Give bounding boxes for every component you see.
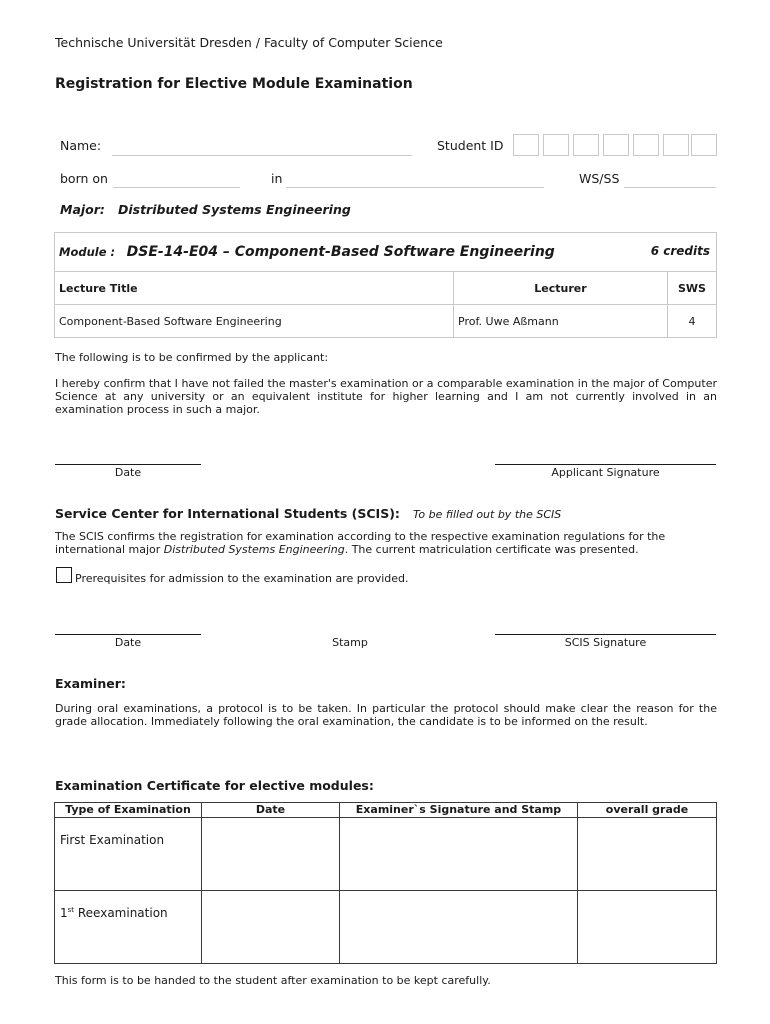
column-header: Lecture Title	[55, 272, 454, 305]
column-header: Examiner`s Signature and Stamp	[340, 803, 578, 818]
applicant-date-line[interactable]	[55, 464, 201, 465]
grade-cell[interactable]	[578, 891, 717, 964]
column-header: Type of Examination	[55, 803, 202, 818]
scis-note: To be filled out by the SCIS	[413, 508, 562, 521]
reexam-ordinal: st	[67, 906, 75, 914]
institution-header: Technische Universität Dresden / Faculty of Computer Science	[55, 35, 443, 50]
module-credits: 6 credits	[650, 244, 710, 258]
scis-signature-line[interactable]	[495, 634, 716, 635]
examiner-heading: Examiner:	[55, 676, 126, 691]
reexam-number: 1	[60, 906, 68, 920]
table-row	[55, 818, 717, 891]
scis-text	[55, 530, 717, 556]
major-value: Distributed Systems Engineering	[117, 202, 351, 217]
lecture-title-cell: Component-Based Software Engineering	[55, 305, 454, 338]
table-row	[55, 305, 717, 338]
table-header-row	[55, 272, 717, 305]
student-id-digit-box[interactable]	[543, 134, 569, 156]
certificate-table	[54, 802, 717, 964]
scis-heading: Service Center for International Students (SCIS):	[55, 506, 400, 521]
module-name: DSE-14-E04 – Component-Based Software Engineering	[126, 244, 555, 260]
exam-date-cell[interactable]	[202, 818, 340, 891]
prerequisites-checkbox[interactable]	[56, 567, 72, 583]
reexam-text: Reexamination	[74, 906, 168, 920]
student-id-digit-box[interactable]	[603, 134, 629, 156]
scis-heading-line	[55, 503, 561, 522]
scis-text-part: The SCIS confirms the registration for examination according to the respective examination regulations for the international major	[55, 530, 666, 556]
semester-label: WS/SS	[579, 171, 620, 186]
footer-note: This form is to be handed to the student after examination to be kept carefully.	[55, 974, 491, 987]
module-header-row	[55, 233, 717, 272]
student-id-digit-box[interactable]	[633, 134, 659, 156]
table-header-row	[55, 803, 717, 818]
applicant-date-label: Date	[114, 466, 142, 479]
scis-date-line[interactable]	[55, 634, 201, 635]
birthplace-label: in	[271, 171, 283, 186]
exam-type-cell	[55, 891, 202, 964]
sws-cell: 4	[668, 305, 717, 338]
module-table	[54, 232, 717, 338]
certificate-heading: Examination Certificate for elective modules:	[55, 778, 374, 793]
examiner-signature-cell[interactable]	[340, 818, 578, 891]
examiner-text: During oral examinations, a protocol is to be taken. In particular the protocol should make clear the reason for the grade allocation. Immediately following the oral examination, the candidate is to be informed on the result.	[55, 702, 717, 728]
student-id-digit-box[interactable]	[663, 134, 689, 156]
grade-cell[interactable]	[578, 818, 717, 891]
module-header-cell	[55, 233, 717, 272]
module-label: Module :	[59, 245, 116, 259]
student-id-digit-box[interactable]	[691, 134, 717, 156]
exam-type-label	[56, 892, 200, 920]
page-title: Registration for Elective Module Examination	[55, 76, 413, 92]
scis-signature-label: SCIS Signature	[564, 636, 647, 649]
exam-date-cell[interactable]	[202, 891, 340, 964]
scis-text-part: . The current matriculation certificate was presented.	[344, 543, 639, 556]
student-id-digit-box[interactable]	[513, 134, 539, 156]
table-row	[55, 891, 717, 964]
examiner-signature-cell[interactable]	[340, 891, 578, 964]
scis-text-major: Distributed Systems Engineering	[163, 543, 345, 556]
applicant-signature-line[interactable]	[495, 464, 716, 465]
applicant-signature-label: Applicant Signature	[551, 466, 660, 479]
semester-field[interactable]	[624, 187, 716, 188]
column-header: Lecturer	[454, 272, 668, 305]
scis-date-label: Date	[114, 636, 142, 649]
column-header: overall grade	[578, 803, 717, 818]
lecturer-cell: Prof. Uwe Aßmann	[454, 305, 668, 338]
scis-stamp-label: Stamp	[332, 636, 368, 649]
prerequisites-label: Prerequisites for admission to the examination are provided.	[75, 572, 409, 585]
exam-type-cell	[55, 818, 202, 891]
major-line	[60, 202, 351, 217]
born-on-field[interactable]	[113, 187, 240, 188]
major-label: Major:	[60, 202, 105, 217]
exam-type-label: First Examination	[60, 833, 165, 847]
confirmation-intro: The following is to be confirmed by the applicant:	[55, 351, 329, 364]
name-field[interactable]	[112, 155, 412, 156]
student-id-digit-box[interactable]	[573, 134, 599, 156]
student-id-label: Student ID	[437, 138, 504, 153]
column-header: Date	[202, 803, 340, 818]
birthplace-field[interactable]	[286, 187, 544, 188]
name-label: Name:	[60, 138, 102, 153]
column-header: SWS	[668, 272, 717, 305]
born-on-label: born on	[60, 171, 108, 186]
confirmation-text: I hereby confirm that I have not failed the master's examination or a comparable examination in the major of Computer Science at any university or an equivalent institute for higher learning and I am not currently involved in an examination process in such a major.	[55, 377, 717, 416]
